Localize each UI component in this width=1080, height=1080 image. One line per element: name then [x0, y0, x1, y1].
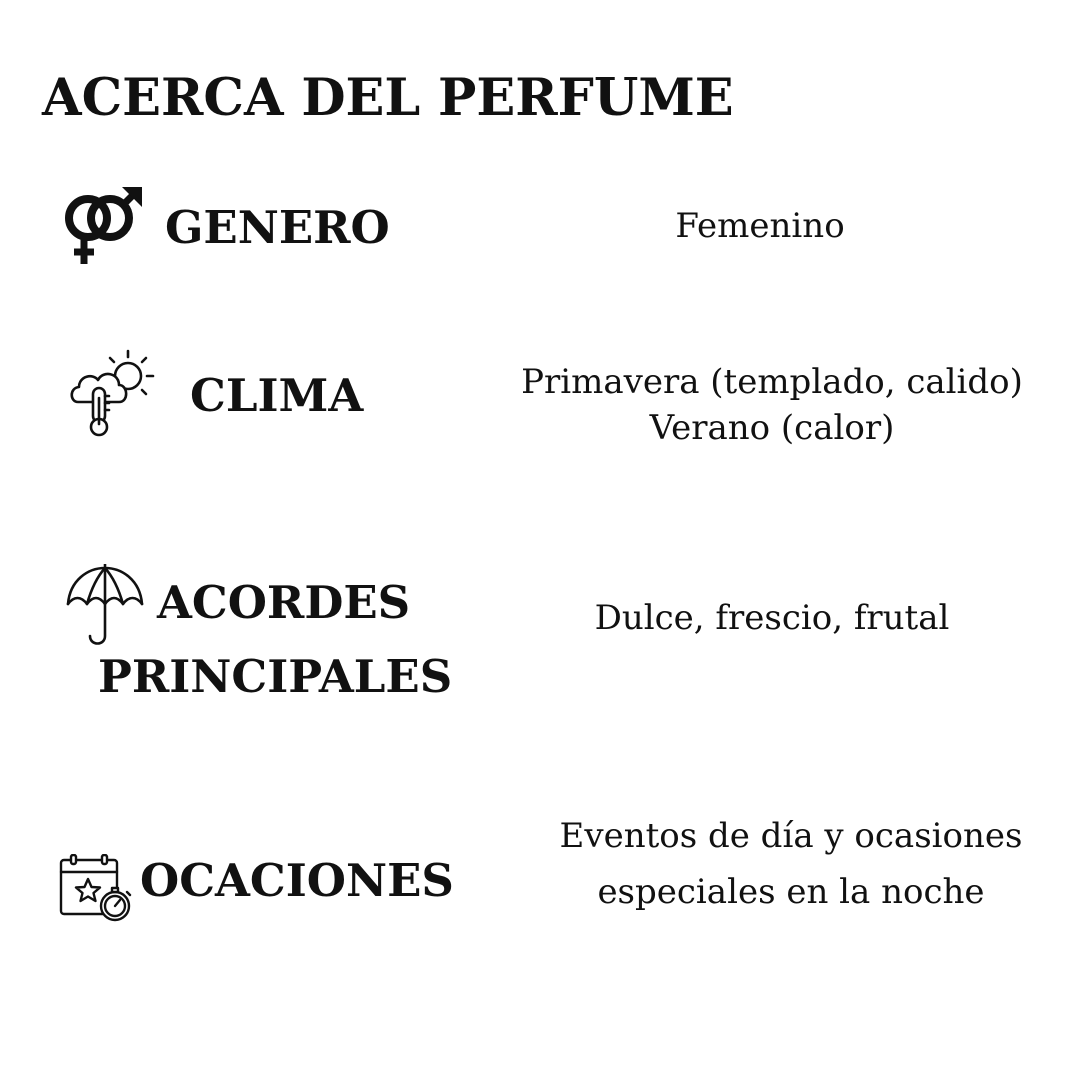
clima-value: [502, 359, 1042, 451]
calendar-stopwatch-icon: [58, 854, 134, 926]
acordes-value: [572, 595, 972, 641]
genero-value-line: Femenino: [675, 206, 845, 246]
ocaciones-value-line: especiales en la noche: [597, 872, 985, 912]
page-title: ACERCA DEL PERFUME: [42, 68, 734, 128]
acordes-value-line: Dulce, frescio, frutal: [594, 598, 950, 638]
ocaciones-label: OCACIONES: [140, 854, 454, 907]
genero-value: [620, 203, 900, 249]
weather-thermometer-icon: [66, 348, 160, 438]
acordes-label-line: ACORDES: [157, 576, 411, 629]
umbrella-icon: [66, 564, 146, 648]
acordes-label: [157, 576, 411, 629]
clima-value-line: Verano (calor): [649, 408, 895, 448]
genero-label: GENERO: [165, 201, 390, 254]
clima-value-line: Primavera (templado, calido): [521, 362, 1023, 402]
principales-label-line: PRINCIPALES: [98, 650, 453, 703]
clima-label: CLIMA: [190, 369, 364, 422]
ocaciones-value-line: Eventos de día y ocasiones: [559, 816, 1023, 856]
principales-label: [98, 650, 453, 703]
gender-icon: [60, 184, 144, 266]
ocaciones-value: [546, 808, 1036, 920]
